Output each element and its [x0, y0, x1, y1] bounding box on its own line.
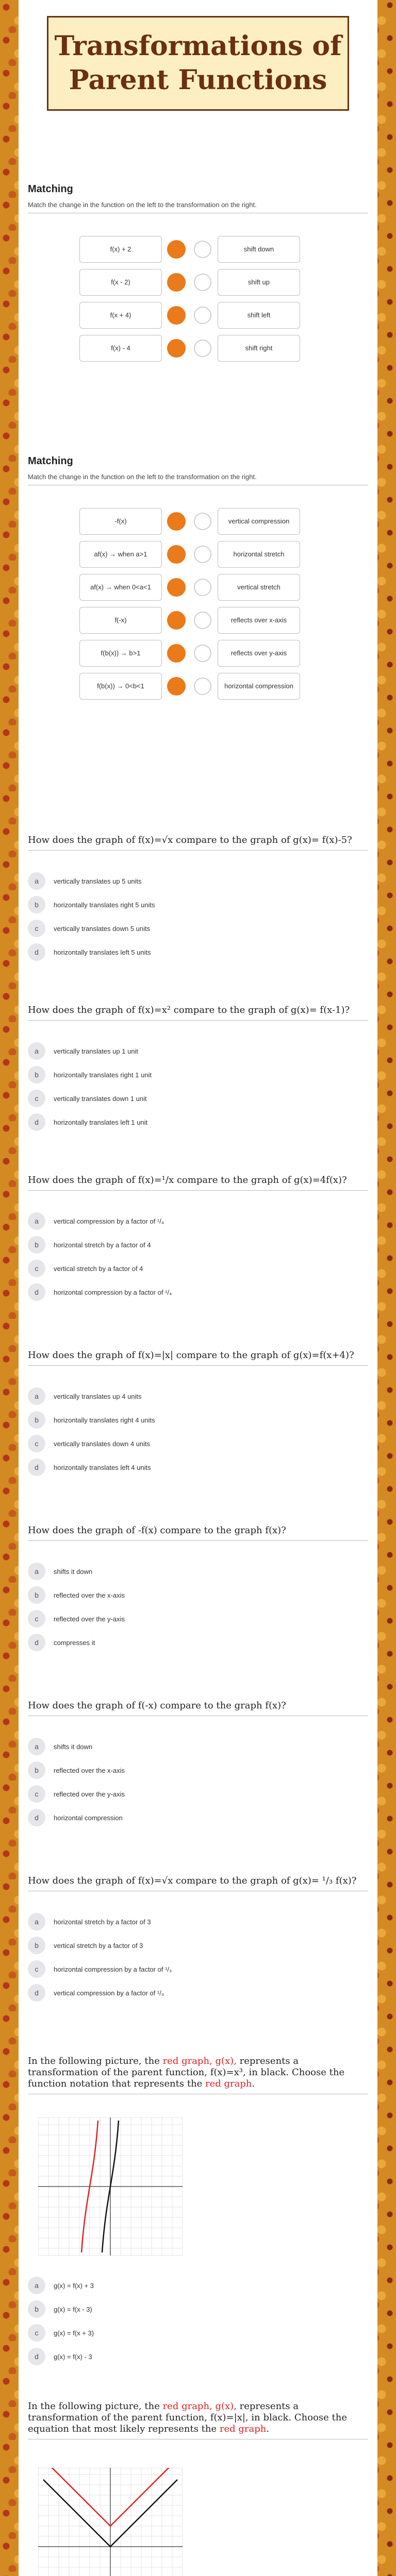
option-letter-c: c — [28, 1090, 45, 1107]
option-text: vertically translates up 5 units — [54, 877, 142, 885]
answer-option[interactable] — [28, 2324, 358, 2342]
match-connector-dot[interactable] — [167, 677, 186, 696]
match-left-item[interactable]: af(x) → when a>1 — [79, 541, 162, 568]
option-letter-a: a — [28, 2277, 45, 2294]
option-text: vertically translates up 4 units — [54, 1392, 142, 1400]
answer-option[interactable] — [28, 1984, 358, 2002]
match-right-item[interactable]: vertical compression — [218, 508, 300, 535]
title-banner — [0, 0, 396, 127]
option-text: horizontally translates left 5 units — [54, 948, 151, 956]
question-text: How does the graph of f(x)=√x compare to the graph of g(x)= ¹/₃ f(x)? — [28, 1875, 357, 1886]
match-target-dot[interactable] — [194, 274, 211, 291]
option-letter-c: c — [28, 1610, 45, 1628]
answer-option[interactable] — [28, 895, 358, 914]
answer-option[interactable] — [28, 1411, 358, 1429]
match-target-dot[interactable] — [194, 645, 211, 662]
option-letter-b: b — [28, 1586, 45, 1604]
answer-option[interactable] — [28, 1113, 358, 1131]
divider — [28, 1020, 368, 1021]
option-text: horizontally translates right 1 unit — [54, 1071, 152, 1079]
option-letter-a: a — [28, 1563, 45, 1580]
option-letter-d: d — [28, 943, 45, 961]
option-letter-c: c — [28, 2324, 45, 2342]
match-connector-dot[interactable] — [167, 512, 186, 531]
option-text: vertically translates down 5 units — [54, 924, 151, 933]
match-connector-dot[interactable] — [167, 578, 186, 597]
option-letter-c: c — [28, 920, 45, 937]
option-letter-d: d — [28, 1283, 45, 1301]
answer-option[interactable] — [28, 1283, 358, 1301]
match-right-item[interactable]: horizontal compression — [218, 673, 300, 700]
option-text: shifts it down — [54, 1742, 93, 1751]
option-text: vertical compression by a factor of ¹/₃ — [54, 1989, 164, 1997]
divider — [28, 1540, 368, 1541]
option-letter-b: b — [28, 1761, 45, 1779]
option-text: vertically translates up 1 unit — [54, 1047, 139, 1055]
match-left-item[interactable]: f(x) - 4 — [79, 335, 162, 362]
match-target-dot[interactable] — [194, 546, 211, 563]
option-text: reflected over the x-axis — [54, 1591, 125, 1599]
match-connector-dot[interactable] — [167, 306, 186, 325]
question-5 — [28, 1525, 368, 1647]
answer-option[interactable] — [28, 1259, 358, 1278]
match-right-item[interactable]: vertical stretch — [218, 574, 300, 601]
match-right-item[interactable]: reflects over y-axis — [218, 640, 300, 667]
title-box — [47, 16, 349, 111]
option-letter-d: d — [28, 1113, 45, 1131]
question-text: How does the graph of f(x)=|x| compare to the graph of g(x)=f(x+4)? — [28, 1350, 354, 1361]
question-text: How does the graph of f(x)=x² compare to the graph of g(x)= f(x-1)? — [28, 1005, 350, 1015]
question-text: How does the graph of -f(x) compare to the graph f(x)? — [28, 1525, 286, 1536]
option-letter-c: c — [28, 1435, 45, 1452]
option-text: horizontal compression by a factor of ¹/₄ — [54, 1288, 172, 1296]
match-target-dot[interactable] — [194, 579, 211, 596]
title-line-2: Parent Functions — [69, 64, 327, 96]
match-left-item[interactable]: f(x) + 2 — [79, 236, 162, 263]
match-left-item[interactable]: f(x - 2) — [79, 269, 162, 296]
option-letter-d: d — [28, 2348, 45, 2365]
option-text: g(x) = f(x + 3) — [54, 2329, 94, 2337]
question-text: How does the graph of f(x)=¹/x compare to the graph of g(x)=4f(x)? — [28, 1175, 347, 1185]
option-text: horizontal compression — [54, 1814, 123, 1822]
option-text: reflected over the y-axis — [54, 1615, 125, 1623]
answer-option[interactable] — [28, 1785, 358, 1803]
option-text: horizontally translates right 4 units — [54, 1416, 155, 1424]
option-letter-b: b — [28, 2300, 45, 2318]
option-text: horizontal stretch by a factor of 3 — [54, 1918, 151, 1926]
option-text: horizontally translates left 4 units — [54, 1463, 151, 1471]
option-letter-c: c — [28, 1260, 45, 1277]
answer-option[interactable] — [28, 1212, 358, 1230]
answer-option[interactable] — [28, 2276, 358, 2295]
match-target-dot[interactable] — [194, 612, 211, 629]
match-right-item[interactable]: shift up — [218, 269, 300, 296]
option-letter-b: b — [28, 1236, 45, 1253]
graph-question-2 — [28, 2401, 368, 2439]
answer-option[interactable] — [28, 1609, 358, 1628]
option-letter-a: a — [28, 872, 45, 890]
answer-option[interactable] — [28, 1633, 358, 1652]
section-title: Matching — [28, 183, 73, 195]
option-text: horizontally translates left 1 unit — [54, 1118, 148, 1126]
section-instruction: Match the change in the function on the left to the transformation on the right. — [28, 473, 257, 481]
match-target-dot[interactable] — [194, 513, 211, 530]
option-letter-d: d — [28, 1634, 45, 1651]
question-1 — [28, 835, 368, 956]
question-4 — [28, 1350, 368, 1471]
option-letter-b: b — [28, 1411, 45, 1429]
absolute-value-graph-image — [38, 2468, 183, 2576]
option-letter-b: b — [28, 896, 45, 913]
match-right-item[interactable]: horizontal stretch — [218, 541, 300, 568]
option-text: shifts it down — [54, 1567, 93, 1575]
match-target-dot[interactable] — [194, 307, 211, 324]
section-title: Matching — [28, 455, 73, 467]
worksheet-page — [19, 0, 377, 2576]
option-text: horizontal compression by a factor of ¹/₃ — [54, 1965, 172, 1973]
option-letter-b: b — [28, 1937, 45, 1954]
match-connector-dot[interactable] — [167, 339, 186, 358]
answer-option[interactable] — [28, 1387, 358, 1405]
question-text: In the following picture, the red graph, g(x), represents a transformation of the parent function, f(x)=x³, in black. Choose the function notation that represents the red graph. — [28, 2056, 345, 2089]
match-connector-dot[interactable] — [167, 644, 186, 663]
question-text: In the following picture, the red graph, g(x), represents a transformation of the parent function, f(x)=|x|, in black. Choose the equation that most likely represents the red graph. — [28, 2401, 348, 2434]
match-target-dot[interactable] — [194, 241, 211, 258]
option-text: vertical stretch by a factor of 3 — [54, 1941, 143, 1950]
option-text: reflected over the y-axis — [54, 1790, 125, 1798]
question-3 — [28, 1175, 368, 1296]
option-letter-b: b — [28, 1066, 45, 1083]
match-left-item[interactable]: af(x) → when 0<a<1 — [79, 574, 162, 601]
question-text: How does the graph of f(-x) compare to the graph f(x)? — [28, 1700, 286, 1711]
match-target-dot[interactable] — [194, 677, 211, 695]
answer-option[interactable] — [28, 1761, 358, 1780]
answer-option[interactable] — [28, 1562, 358, 1581]
option-letter-d: d — [28, 1984, 45, 2002]
option-letter-a: a — [28, 1042, 45, 1060]
graph-question-1 — [28, 2056, 368, 2361]
option-text: horizontal stretch by a factor of 4 — [54, 1241, 151, 1249]
answer-option[interactable] — [28, 1912, 358, 1931]
answer-option[interactable] — [28, 1042, 358, 1060]
option-text: reflected over the x-axis — [54, 1766, 125, 1774]
option-text: vertically translates down 1 unit — [54, 1094, 147, 1103]
match-connector-dot[interactable] — [167, 545, 186, 564]
option-letter-a: a — [28, 1212, 45, 1230]
match-connector-dot[interactable] — [167, 273, 186, 292]
answer-option[interactable] — [28, 1936, 358, 1955]
match-right-item[interactable]: shift down — [218, 236, 300, 263]
match-right-item[interactable]: shift right — [218, 335, 300, 362]
match-right-item[interactable]: shift left — [218, 302, 300, 329]
question-6 — [28, 1700, 368, 1822]
question-7 — [28, 1875, 368, 1997]
answer-option[interactable] — [28, 1065, 358, 1084]
match-connector-dot[interactable] — [167, 240, 186, 259]
option-letter-a: a — [28, 1738, 45, 1755]
divider — [28, 1365, 368, 1366]
option-text: g(x) = f(x - 3) — [54, 2305, 92, 2313]
answer-option[interactable] — [28, 943, 358, 961]
answer-option[interactable] — [28, 1960, 358, 1978]
question-text: How does the graph of f(x)=√x compare to the graph of g(x)= f(x)-5? — [28, 835, 352, 845]
answer-option[interactable] — [28, 872, 358, 890]
option-text: compresses it — [54, 1638, 95, 1647]
option-text: g(x) = f(x) + 3 — [54, 2281, 94, 2290]
answer-option[interactable] — [28, 1434, 358, 1453]
option-letter-a: a — [28, 1387, 45, 1405]
title-line-1: Transformations of — [54, 30, 342, 62]
option-text: vertical compression by a factor of ¹/₄ — [54, 1217, 164, 1225]
answer-option[interactable] — [28, 1737, 358, 1756]
divider — [28, 1190, 368, 1191]
option-letter-d: d — [28, 1809, 45, 1826]
answer-option[interactable] — [28, 1458, 358, 1477]
answer-option[interactable] — [28, 919, 358, 938]
option-text: g(x) = f(x) - 3 — [54, 2352, 92, 2361]
answer-option[interactable] — [28, 2300, 358, 2318]
matching-section-1 — [28, 183, 368, 213]
match-left-item[interactable]: f(-x) — [79, 607, 162, 634]
option-text: vertical stretch by a factor of 4 — [54, 1264, 143, 1273]
cubic-graph-image — [38, 2117, 183, 2256]
match-right-item[interactable]: reflects over x-axis — [218, 607, 300, 634]
divider — [28, 850, 368, 851]
option-letter-c: c — [28, 1960, 45, 1978]
match-left-item[interactable]: f(b(x)) → b>1 — [79, 640, 162, 667]
match-left-item[interactable]: f(x + 4) — [79, 302, 162, 329]
answer-option[interactable] — [28, 1586, 358, 1604]
section-instruction: Match the change in the function on the left to the transformation on the right. — [28, 201, 257, 209]
option-letter-d: d — [28, 1459, 45, 1476]
option-letter-c: c — [28, 1785, 45, 1803]
match-left-item[interactable]: -f(x) — [79, 508, 162, 535]
option-letter-a: a — [28, 1913, 45, 1930]
matching-section-2 — [28, 455, 368, 485]
match-left-item[interactable]: f(b(x)) → 0<b<1 — [79, 673, 162, 700]
match-target-dot[interactable] — [194, 340, 211, 357]
answer-option[interactable] — [28, 1235, 358, 1254]
answer-option[interactable] — [28, 1808, 358, 1827]
answer-option[interactable] — [28, 1089, 358, 1108]
match-connector-dot[interactable] — [167, 611, 186, 630]
option-text: vertically translates down 4 units — [54, 1439, 151, 1448]
option-text: horizontally translates right 5 units — [54, 901, 155, 909]
answer-option[interactable] — [28, 2347, 358, 2366]
question-2 — [28, 1005, 368, 1126]
